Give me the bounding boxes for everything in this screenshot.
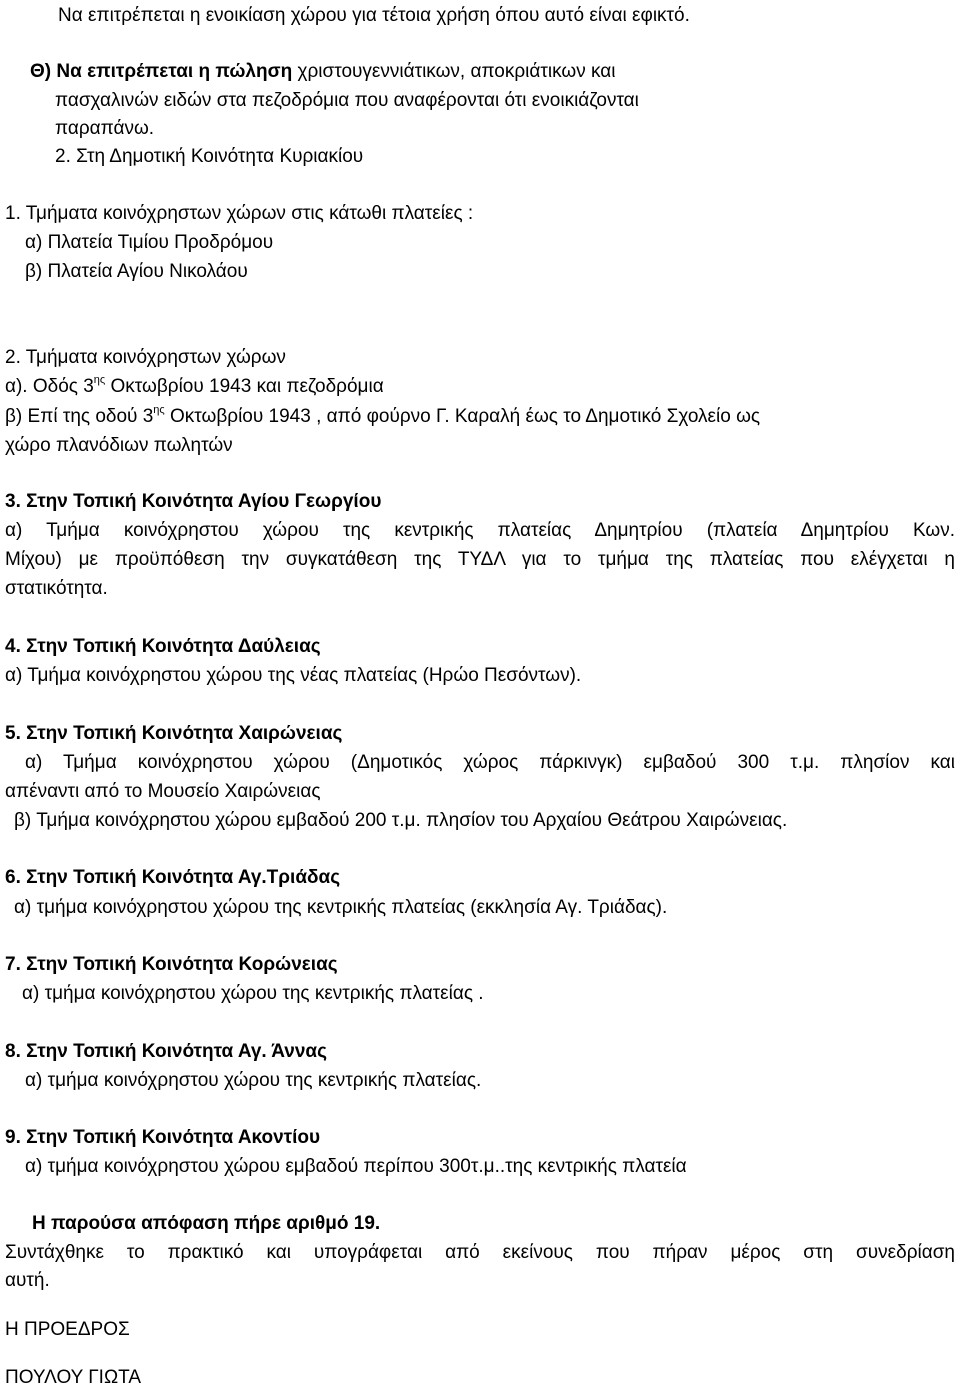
text-line: α) Τμήμα κοινόχρηστου χώρου της νέας πλατείας (Ηρώο Πεσόντων).: [5, 665, 582, 686]
text-line: [30, 60, 615, 84]
text-line: 1. Τμήματα κοινόχρηστων χώρων στις κάτωθι πλατείες :: [5, 203, 474, 224]
section-heading: 5. Στην Τοπική Κοινότητα Χαιρώνειας: [5, 723, 343, 744]
section-heading: 6. Στην Τοπική Κοινότητα Αγ.Τριάδας: [5, 867, 341, 888]
text-line: αυτή.: [5, 1270, 50, 1291]
text-line: [5, 375, 384, 399]
text-line: Συντάχθηκε το πρακτικό και υπογράφεται από εκείνους που πήραν μέρος στη συνεδρίαση: [5, 1242, 955, 1263]
text-run: β) Επί της οδού 3: [5, 406, 154, 427]
bold-lead: Θ) Να επιτρέπεται η πώληση: [30, 61, 293, 82]
text-line: απέναντι από το Μουσείο Χαιρώνειας: [5, 781, 321, 802]
superscript: ης: [93, 374, 106, 386]
text-line: στατικότητα.: [5, 578, 108, 599]
section-heading: 4. Στην Τοπική Κοινότητα Δαύλειας: [5, 636, 321, 657]
text-line: Να επιτρέπεται η ενοικίαση χώρου για τέτοια χρήση όπου αυτό είναι εφικτό.: [58, 5, 690, 26]
text-line: [5, 405, 760, 429]
text-line: α) τμήμα κοινόχρηστου χώρου της κεντρικής πλατείας.: [25, 1070, 482, 1091]
section-heading: 8. Στην Τοπική Κοινότητα Αγ. Άννας: [5, 1041, 327, 1062]
text-line: α) Τμήμα κοινόχρηστου χώρου της κεντρικής πλατείας Δημητρίου (πλατεία Δημητρίου Κων.: [5, 520, 955, 541]
section-heading: 2. Στη Δημοτική Κοινότητα Κυριακίου: [55, 146, 364, 167]
text-run: α). Οδός 3: [5, 376, 94, 397]
signature-title: Η ΠΡΟΕΔΡΟΣ: [5, 1319, 130, 1340]
text-line: πασχαλινών ειδών στα πεζοδρόμια που αναφέρονται ότι ενοικιάζονται: [55, 90, 639, 111]
text-line: παραπάνω.: [55, 118, 155, 139]
signature-name: ΠΟΥΛΟΥ ΓΙΩΤΑ: [5, 1367, 142, 1388]
superscript: ης: [153, 404, 165, 416]
text-line: β) Τμήμα κοινόχρηστου χώρου εμβαδού 200 τ.μ. πλησίον του Αρχαίου Θεάτρου Χαιρώνειας.: [14, 810, 788, 831]
text-run: Οκτωβρίου 1943 και πεζοδρόμια: [105, 376, 384, 397]
text-run: χριστουγεννιάτικων, αποκριάτικων και: [292, 61, 616, 82]
text-line: α) τμήμα κοινόχρηστου χώρου της κεντρικής πλατείας .: [22, 983, 484, 1004]
text-line: 2. Τμήματα κοινόχρηστων χώρων: [5, 347, 286, 368]
text-line: χώρο πλανόδιων πωλητών: [5, 435, 233, 456]
text-line: β) Πλατεία Αγίου Νικολάου: [25, 261, 248, 282]
text-line: Μίχου) με προϋπόθεση την συγκατάθεση της ΤΥΔΛ για το τμήμα της πλατείας που ελέγχεται η: [5, 549, 955, 570]
text-run: Οκτωβρίου 1943 , από φούρνο Γ. Καραλή έως το Δημοτικό Σχολείο ως: [164, 406, 761, 427]
text-line: α) τμήμα κοινόχρηστου χώρου της κεντρικής πλατείας (εκκλησία Αγ. Τριάδας).: [14, 897, 668, 918]
section-heading: 3. Στην Τοπική Κοινότητα Αγίου Γεωργίου: [5, 491, 382, 512]
decision-number: Η παρούσα απόφαση πήρε αριθμό 19.: [32, 1213, 381, 1234]
section-heading: 9. Στην Τοπική Κοινότητα Ακοντίου: [5, 1127, 321, 1148]
text-line: α) Πλατεία Τιμίου Προδρόμου: [25, 232, 274, 253]
section-heading: 7. Στην Τοπική Κοινότητα Κορώνειας: [5, 954, 338, 975]
text-line: α) τμήμα κοινόχρηστου χώρου εμβαδού περίπου 300τ.μ..της κεντρικής πλατεία: [25, 1156, 687, 1177]
text-line: α) Τμήμα κοινόχρηστου χώρου (Δημοτικός χώρος πάρκινγκ) εμβαδού 300 τ.μ. πλησίον και: [25, 752, 955, 773]
